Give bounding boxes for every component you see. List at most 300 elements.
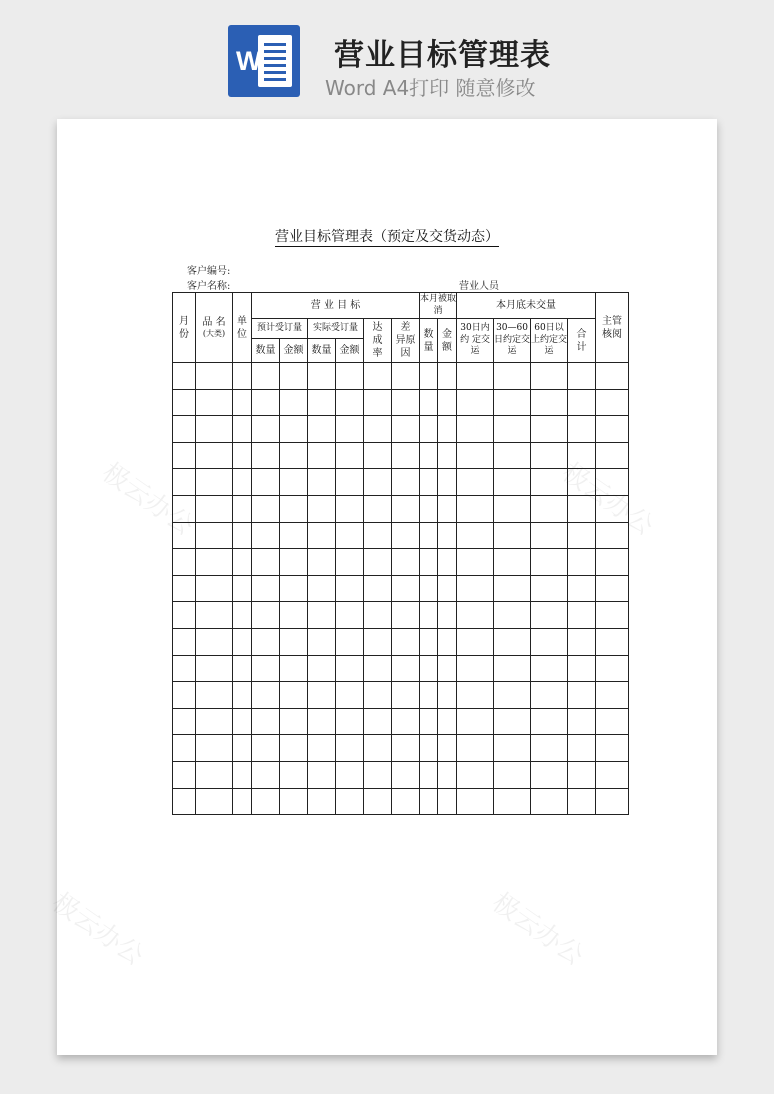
table-cell[interactable] <box>196 495 233 522</box>
table-cell[interactable] <box>233 602 252 629</box>
table-cell[interactable] <box>364 363 392 390</box>
table-row <box>173 735 629 762</box>
header-30-60-days: 30—60日约定交运 <box>494 319 531 363</box>
table-cell[interactable] <box>308 735 336 762</box>
table-cell[interactable] <box>252 522 280 549</box>
table-cell[interactable] <box>420 682 438 709</box>
table-row <box>173 575 629 602</box>
table-cell[interactable] <box>336 416 364 443</box>
table-cell[interactable] <box>280 522 308 549</box>
table-cell[interactable] <box>438 416 457 443</box>
table-cell[interactable] <box>364 735 392 762</box>
table-cell[interactable] <box>336 575 364 602</box>
table-cell[interactable] <box>420 602 438 629</box>
table-cell[interactable] <box>252 495 280 522</box>
table-cell[interactable] <box>531 628 568 655</box>
table-cell[interactable] <box>336 389 364 416</box>
table-cell[interactable] <box>568 389 596 416</box>
table-cell[interactable] <box>494 575 531 602</box>
table-cell[interactable] <box>531 788 568 815</box>
table-cell[interactable] <box>364 682 392 709</box>
table-cell[interactable] <box>420 469 438 496</box>
table-cell[interactable] <box>252 549 280 576</box>
table-cell[interactable] <box>596 389 629 416</box>
table-cell[interactable] <box>596 575 629 602</box>
table-cell[interactable] <box>568 602 596 629</box>
table-cell[interactable] <box>457 495 494 522</box>
table-cell[interactable] <box>233 682 252 709</box>
table-cell[interactable] <box>596 363 629 390</box>
table-cell[interactable] <box>308 442 336 469</box>
table-cell[interactable] <box>173 442 196 469</box>
table-cell[interactable] <box>173 628 196 655</box>
table-cell[interactable] <box>531 495 568 522</box>
table-cell[interactable] <box>568 363 596 390</box>
table-cell[interactable] <box>457 363 494 390</box>
table-cell[interactable] <box>336 495 364 522</box>
table-cell[interactable] <box>196 363 233 390</box>
table-cell[interactable] <box>308 708 336 735</box>
table-cell[interactable] <box>438 389 457 416</box>
table-cell[interactable] <box>280 363 308 390</box>
table-cell[interactable] <box>308 522 336 549</box>
table-cell[interactable] <box>173 495 196 522</box>
table-cell[interactable] <box>173 682 196 709</box>
table-cell[interactable] <box>173 575 196 602</box>
table-cell[interactable] <box>494 549 531 576</box>
table-cell[interactable] <box>196 761 233 788</box>
table-cell[interactable] <box>494 495 531 522</box>
table-cell[interactable] <box>280 682 308 709</box>
table-cell[interactable] <box>173 363 196 390</box>
table-cell[interactable] <box>233 708 252 735</box>
table-cell[interactable] <box>596 549 629 576</box>
table-cell[interactable] <box>568 522 596 549</box>
table-cell[interactable] <box>280 761 308 788</box>
table-cell[interactable] <box>494 442 531 469</box>
table-cell[interactable] <box>308 575 336 602</box>
table-cell[interactable] <box>280 735 308 762</box>
table-cell[interactable] <box>173 708 196 735</box>
table-cell[interactable] <box>280 495 308 522</box>
table-cell[interactable] <box>392 389 420 416</box>
table-cell[interactable] <box>392 363 420 390</box>
table-cell[interactable] <box>494 708 531 735</box>
table-cell[interactable] <box>308 788 336 815</box>
header <box>0 0 774 110</box>
table-cell[interactable] <box>336 628 364 655</box>
table-cell[interactable] <box>364 442 392 469</box>
watermark: 极云办公 <box>556 457 659 542</box>
table-cell[interactable] <box>364 602 392 629</box>
table-cell[interactable] <box>494 522 531 549</box>
header-expected-amount: 金额 <box>280 339 308 363</box>
table-cell[interactable] <box>364 522 392 549</box>
table-cell[interactable] <box>280 416 308 443</box>
table-cell[interactable] <box>196 788 233 815</box>
table-cell[interactable] <box>173 735 196 762</box>
table-cell[interactable] <box>438 655 457 682</box>
table-cell[interactable] <box>196 416 233 443</box>
table-cell[interactable] <box>196 549 233 576</box>
table-cell[interactable] <box>531 575 568 602</box>
table-cell[interactable] <box>196 735 233 762</box>
table-cell[interactable] <box>280 389 308 416</box>
table-cell[interactable] <box>457 602 494 629</box>
table-row <box>173 655 629 682</box>
table-cell[interactable] <box>420 788 438 815</box>
table-cell[interactable] <box>494 416 531 443</box>
table-cell[interactable] <box>420 735 438 762</box>
table-cell[interactable] <box>494 788 531 815</box>
table-cell[interactable] <box>173 761 196 788</box>
customer-name-label: 客户名称: <box>187 281 231 292</box>
table-cell[interactable] <box>233 735 252 762</box>
table-cell[interactable] <box>233 522 252 549</box>
table-cell[interactable] <box>196 522 233 549</box>
table-cell[interactable] <box>438 761 457 788</box>
table-cell[interactable] <box>336 363 364 390</box>
table-cell[interactable] <box>233 761 252 788</box>
table-cell[interactable] <box>336 788 364 815</box>
table-cell[interactable] <box>308 602 336 629</box>
table-cell[interactable] <box>280 549 308 576</box>
table-cell[interactable] <box>438 549 457 576</box>
table-cell[interactable] <box>392 682 420 709</box>
table-cell[interactable] <box>596 682 629 709</box>
table-cell[interactable] <box>308 655 336 682</box>
table-cell[interactable] <box>252 575 280 602</box>
table-cell[interactable] <box>364 549 392 576</box>
table-cell[interactable] <box>438 363 457 390</box>
table-cell[interactable] <box>336 602 364 629</box>
table-cell[interactable] <box>438 735 457 762</box>
table-cell[interactable] <box>336 682 364 709</box>
table-cell[interactable] <box>308 389 336 416</box>
table-cell[interactable] <box>568 735 596 762</box>
table-cell[interactable] <box>531 442 568 469</box>
table-cell[interactable] <box>233 628 252 655</box>
table-cell[interactable] <box>457 575 494 602</box>
target-table <box>172 292 629 815</box>
table-cell[interactable] <box>494 761 531 788</box>
table-cell[interactable] <box>420 708 438 735</box>
table-cell[interactable] <box>280 788 308 815</box>
table-cell[interactable] <box>531 389 568 416</box>
table-cell[interactable] <box>392 655 420 682</box>
table-cell[interactable] <box>252 788 280 815</box>
table-cell[interactable] <box>392 628 420 655</box>
table-cell[interactable] <box>494 469 531 496</box>
table-cell[interactable] <box>420 363 438 390</box>
table-cell[interactable] <box>196 708 233 735</box>
header-month: 月份 <box>173 293 196 363</box>
header-actual-orders: 实际受订量 <box>308 319 364 339</box>
table-cell[interactable] <box>308 416 336 443</box>
table-cell[interactable] <box>308 363 336 390</box>
table-cell[interactable] <box>596 602 629 629</box>
table-cell[interactable] <box>196 682 233 709</box>
table-cell[interactable] <box>196 389 233 416</box>
table-cell[interactable] <box>420 549 438 576</box>
table-cell[interactable] <box>531 761 568 788</box>
table-cell[interactable] <box>196 442 233 469</box>
table-cell[interactable] <box>494 735 531 762</box>
table-cell[interactable] <box>233 363 252 390</box>
table-cell[interactable] <box>568 549 596 576</box>
table-row <box>173 389 629 416</box>
table-cell[interactable] <box>308 549 336 576</box>
table-cell[interactable] <box>336 442 364 469</box>
table-cell[interactable] <box>392 442 420 469</box>
table-cell[interactable] <box>438 682 457 709</box>
table-cell[interactable] <box>280 708 308 735</box>
table-cell[interactable] <box>308 628 336 655</box>
table-cell[interactable] <box>252 761 280 788</box>
table-cell[interactable] <box>196 602 233 629</box>
table-cell[interactable] <box>457 735 494 762</box>
table-cell[interactable] <box>438 788 457 815</box>
table-cell[interactable] <box>420 628 438 655</box>
table-cell[interactable] <box>420 442 438 469</box>
table-cell[interactable] <box>364 655 392 682</box>
table-cell[interactable] <box>568 575 596 602</box>
table-cell[interactable] <box>173 416 196 443</box>
header-variance-reason: 差 异原 因 <box>392 319 420 363</box>
table-cell[interactable] <box>596 469 629 496</box>
table-cell[interactable] <box>308 761 336 788</box>
page-subtitle: Word A4打印 随意修改 <box>325 76 536 100</box>
table-cell[interactable] <box>252 708 280 735</box>
table-cell[interactable] <box>568 442 596 469</box>
table-cell[interactable] <box>531 655 568 682</box>
table-cell[interactable] <box>173 788 196 815</box>
table-cell[interactable] <box>233 788 252 815</box>
table-cell[interactable] <box>233 469 252 496</box>
table-cell[interactable] <box>596 522 629 549</box>
table-cell[interactable] <box>457 389 494 416</box>
table-cell[interactable] <box>420 655 438 682</box>
table-cell[interactable] <box>233 655 252 682</box>
table-cell[interactable] <box>233 549 252 576</box>
table-cell[interactable] <box>494 363 531 390</box>
table-cell[interactable] <box>364 788 392 815</box>
table-cell[interactable] <box>280 628 308 655</box>
table-cell[interactable] <box>173 522 196 549</box>
table-cell[interactable] <box>457 761 494 788</box>
table-cell[interactable] <box>596 416 629 443</box>
table-cell[interactable] <box>280 442 308 469</box>
table-cell[interactable] <box>420 761 438 788</box>
table-cell[interactable] <box>531 363 568 390</box>
table-cell[interactable] <box>568 416 596 443</box>
table-row <box>173 469 629 496</box>
table-cell[interactable] <box>364 389 392 416</box>
table-cell[interactable] <box>392 761 420 788</box>
table-cell[interactable] <box>596 735 629 762</box>
header-cancel-amount: 金额 <box>438 319 457 363</box>
table-cell[interactable] <box>420 495 438 522</box>
table-cell[interactable] <box>420 389 438 416</box>
table-cell[interactable] <box>308 495 336 522</box>
table-cell[interactable] <box>364 628 392 655</box>
table-cell[interactable] <box>420 522 438 549</box>
table-cell[interactable] <box>233 575 252 602</box>
table-cell[interactable] <box>568 469 596 496</box>
table-cell[interactable] <box>336 655 364 682</box>
table-cell[interactable] <box>438 495 457 522</box>
table-cell[interactable] <box>457 655 494 682</box>
table-cell[interactable] <box>364 416 392 443</box>
table-cell[interactable] <box>568 761 596 788</box>
table-cell[interactable] <box>173 602 196 629</box>
table-cell[interactable] <box>336 735 364 762</box>
header-cancel-quantity: 数量 <box>420 319 438 363</box>
table-cell[interactable] <box>392 469 420 496</box>
table-cell[interactable] <box>336 469 364 496</box>
table-cell[interactable] <box>392 575 420 602</box>
table-cell[interactable] <box>438 575 457 602</box>
table-cell[interactable] <box>494 628 531 655</box>
table-cell[interactable] <box>596 628 629 655</box>
table-cell[interactable] <box>196 655 233 682</box>
table-cell[interactable] <box>457 469 494 496</box>
table-cell[interactable] <box>596 655 629 682</box>
header-cancelled: 本月被取 消 <box>420 293 457 319</box>
table-cell[interactable] <box>252 363 280 390</box>
table-cell[interactable] <box>420 575 438 602</box>
table-cell[interactable] <box>308 682 336 709</box>
table-cell[interactable] <box>568 788 596 815</box>
header-within-30-days: 30日内约 定交 运 <box>457 319 494 363</box>
table-cell[interactable] <box>457 549 494 576</box>
word-icon <box>228 25 300 97</box>
table-cell[interactable] <box>531 469 568 496</box>
table-cell[interactable] <box>364 495 392 522</box>
table-cell[interactable] <box>252 682 280 709</box>
table-cell[interactable] <box>252 469 280 496</box>
table-cell[interactable] <box>531 522 568 549</box>
table-cell[interactable] <box>336 549 364 576</box>
table-cell[interactable] <box>596 495 629 522</box>
table-cell[interactable] <box>364 761 392 788</box>
table-cell[interactable] <box>438 708 457 735</box>
table-cell[interactable] <box>457 682 494 709</box>
table-cell[interactable] <box>392 522 420 549</box>
table-cell[interactable] <box>457 416 494 443</box>
table-cell[interactable] <box>364 575 392 602</box>
table-cell[interactable] <box>233 442 252 469</box>
table-cell[interactable] <box>173 549 196 576</box>
table-cell[interactable] <box>531 549 568 576</box>
table-cell[interactable] <box>252 442 280 469</box>
table-cell[interactable] <box>196 469 233 496</box>
table-cell[interactable] <box>438 442 457 469</box>
table-cell[interactable] <box>252 735 280 762</box>
table-cell[interactable] <box>196 628 233 655</box>
table-cell[interactable] <box>531 416 568 443</box>
table-cell[interactable] <box>233 389 252 416</box>
table-cell[interactable] <box>280 575 308 602</box>
table-cell[interactable] <box>280 602 308 629</box>
table-cell[interactable] <box>233 416 252 443</box>
table-cell[interactable] <box>457 788 494 815</box>
table-cell[interactable] <box>438 469 457 496</box>
table-cell[interactable] <box>392 602 420 629</box>
table-cell[interactable] <box>252 655 280 682</box>
header-actual-quantity: 数量 <box>308 339 336 363</box>
table-cell[interactable] <box>252 389 280 416</box>
table-cell[interactable] <box>438 628 457 655</box>
table-cell[interactable] <box>531 682 568 709</box>
table-cell[interactable] <box>233 495 252 522</box>
table-cell[interactable] <box>568 682 596 709</box>
table-cell[interactable] <box>392 788 420 815</box>
table-cell[interactable] <box>252 628 280 655</box>
table-cell[interactable] <box>596 442 629 469</box>
table-cell[interactable] <box>494 682 531 709</box>
table-cell[interactable] <box>173 389 196 416</box>
table-cell[interactable] <box>196 575 233 602</box>
table-cell[interactable] <box>336 708 364 735</box>
table-cell[interactable] <box>531 708 568 735</box>
table-cell[interactable] <box>438 522 457 549</box>
table-cell[interactable] <box>392 416 420 443</box>
table-cell[interactable] <box>568 708 596 735</box>
header-expected-quantity: 数量 <box>252 339 280 363</box>
table-cell[interactable] <box>392 549 420 576</box>
table-cell[interactable] <box>457 442 494 469</box>
table-row <box>173 549 629 576</box>
table-cell[interactable] <box>392 735 420 762</box>
table-cell[interactable] <box>308 469 336 496</box>
table-cell[interactable] <box>596 761 629 788</box>
table-cell[interactable] <box>173 469 196 496</box>
table-cell[interactable] <box>494 389 531 416</box>
table-cell[interactable] <box>420 416 438 443</box>
table-cell[interactable] <box>438 602 457 629</box>
table-cell[interactable] <box>392 708 420 735</box>
table-cell[interactable] <box>596 788 629 815</box>
table-cell[interactable] <box>596 708 629 735</box>
table-cell[interactable] <box>457 708 494 735</box>
table-cell[interactable] <box>336 522 364 549</box>
table-cell[interactable] <box>457 522 494 549</box>
table-cell[interactable] <box>531 602 568 629</box>
table-cell[interactable] <box>531 735 568 762</box>
table-cell[interactable] <box>252 416 280 443</box>
table-cell[interactable] <box>336 761 364 788</box>
header-total: 合 计 <box>568 319 596 363</box>
table-cell[interactable] <box>494 602 531 629</box>
header-product-name: 品 名 (大类) <box>196 293 233 363</box>
table-cell[interactable] <box>364 469 392 496</box>
table-cell[interactable] <box>252 602 280 629</box>
table-cell[interactable] <box>392 495 420 522</box>
table-cell[interactable] <box>494 655 531 682</box>
table-cell[interactable] <box>568 628 596 655</box>
header-actual-amount: 金额 <box>336 339 364 363</box>
word-letter: W <box>236 46 262 76</box>
table-cell[interactable] <box>280 469 308 496</box>
table-cell[interactable] <box>364 708 392 735</box>
table-cell[interactable] <box>568 495 596 522</box>
table-cell[interactable] <box>457 628 494 655</box>
table-row <box>173 416 629 443</box>
table-cell[interactable] <box>568 655 596 682</box>
table-cell[interactable] <box>280 655 308 682</box>
table-cell[interactable] <box>173 655 196 682</box>
